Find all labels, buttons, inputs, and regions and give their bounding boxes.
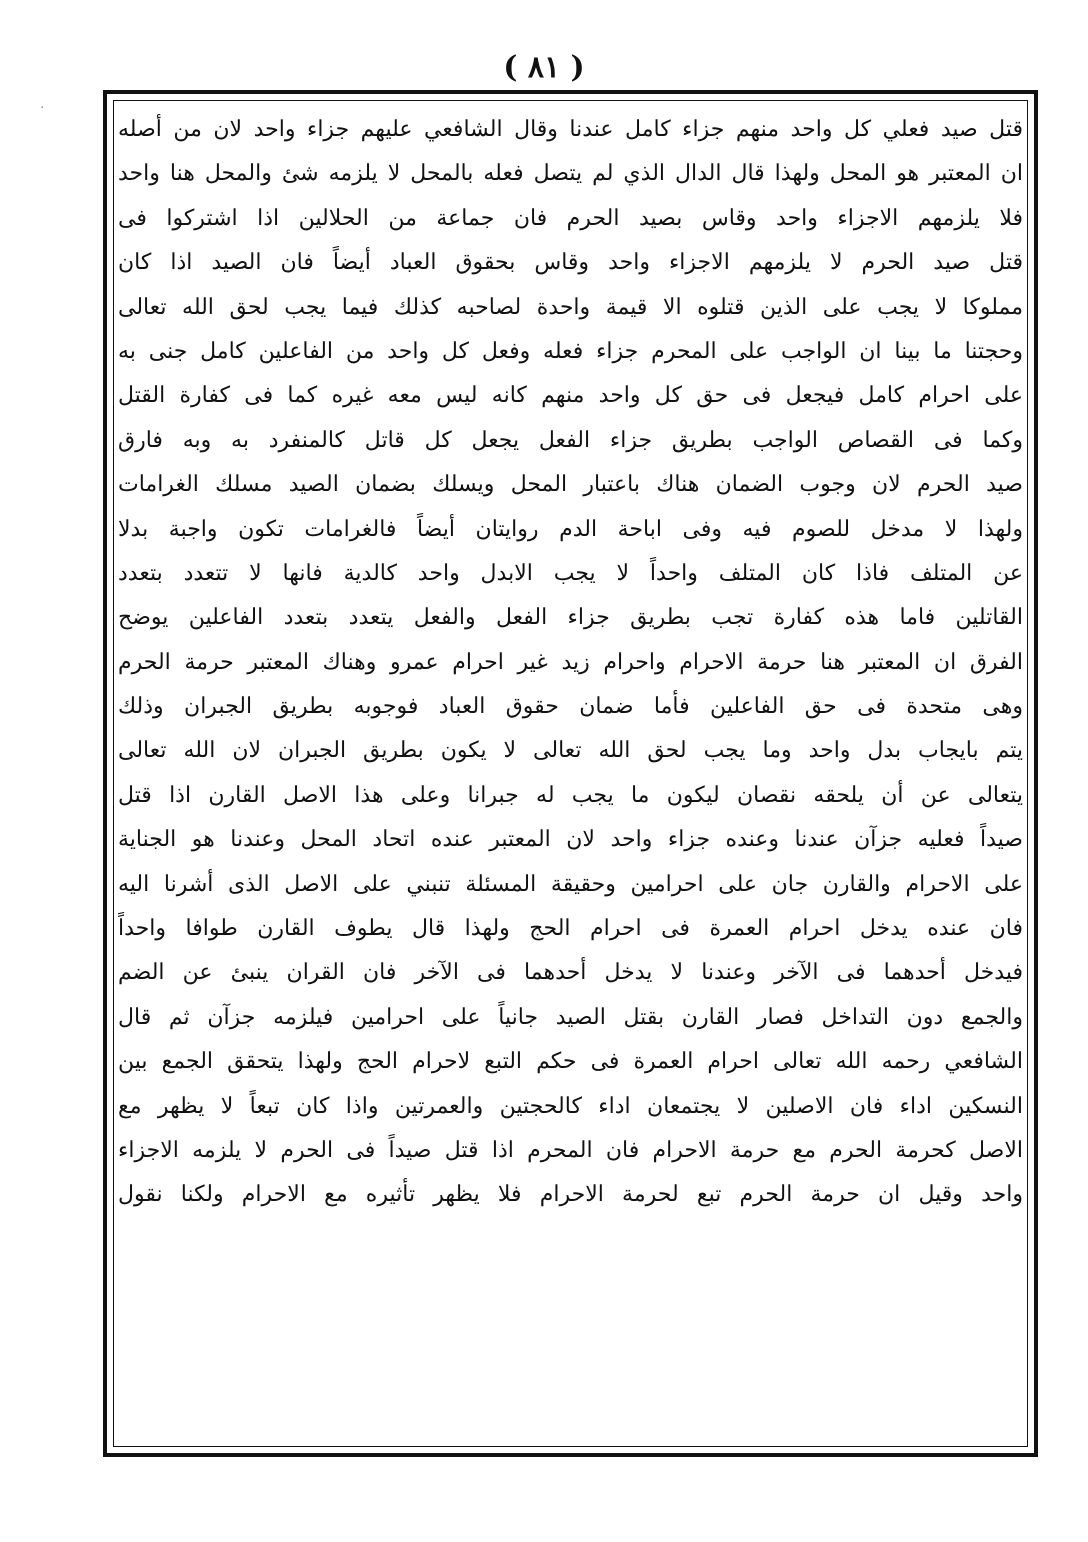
text-line: يتم بايجاب بدل واحد وما يجب لحق الله تعالى لا يكون بطريق الجبران لان الله تعالى bbox=[118, 738, 1023, 764]
scan-speck: · bbox=[40, 100, 45, 116]
text-body bbox=[118, 108, 1023, 1440]
text-line: فلا يلزمهم الاجزاء واحد وقاس بصيد الحرم فان جماعة من الحلالين اذا اشتركوا فى bbox=[118, 205, 1023, 231]
page-number: ( ٨١ ) bbox=[503, 50, 585, 85]
text-line: النسكين اداء فان الاصلين لا يجتمعان اداء كالحجتين والعمرتين واذا كان تبعاً لا يظهر مع bbox=[118, 1093, 1023, 1119]
text-line: فان عنده يدخل احرام العمرة فى احرام الحج ولهذا قال يطوف القارن طوافا واحداً bbox=[118, 916, 1023, 942]
text-line: يتعالى عن أن يلحقه نقصان ليكون ما يجب له جبرانا وعلى هذا الاصل القارن اذا قتل bbox=[118, 782, 1023, 808]
text-line: الاصل كحرمة الحرم مع حرمة الاحرام فان المحرم اذا قتل صيداً فى الحرم لا يلزمه الاجزاء bbox=[118, 1137, 1023, 1163]
text-line: مملوكا لا يجب على الذين قتلوه الا قيمة واحدة لصاحبه كذلك فيما يجب لحق الله تعالى bbox=[118, 294, 1023, 320]
text-line: قتل صيد الحرم لا يلزمهم الاجزاء واحد وقاس بحقوق العباد أيضاً فان الصيد اذا كان bbox=[118, 250, 1023, 276]
text-line: القاتلين فاما هذه كفارة تجب بطريق جزاء الفعل والفعل يتعدد بتعدد الفاعلين يوضح bbox=[118, 605, 1023, 631]
text-line: ولهذا لا مدخل للصوم فيه وفى اباحة الدم روايتان أيضاً فالغرامات تكون واجبة بدلا bbox=[118, 516, 1023, 542]
text-line: صيداً فعليه جزآن عندنا وعنده جزاء واحد لان المعتبر عنده اتحاد المحل وعندنا هو الجناية bbox=[118, 827, 1023, 853]
text-line: الشافعي رحمه الله تعالى احرام العمرة فى حكم التبع لاحرام الحج ولهذا يتحقق الجمع بين bbox=[118, 1049, 1023, 1075]
text-line: عن المتلف فاذا كان المتلف واحداً لا يجب الابدل واحد كالدية فانها لا تتعدد بتعدد bbox=[118, 560, 1023, 586]
text-line: وحجتنا ما بينا ان الواجب على المحرم جزاء فعله وفعل كل واحد من الفاعلين كامل جنى به bbox=[118, 338, 1023, 364]
text-line: فيدخل أحدهما فى الآخر وعندنا لا يدخل أحدهما فى الآخر فان القران ينبئ عن الضم bbox=[118, 960, 1023, 986]
text-line: وكما فى القصاص الواجب بطريق جزاء الفعل يجعل كل قاتل كالمنفرد به وبه فارق bbox=[118, 427, 1023, 453]
text-line: والجمع دون التداخل فصار القارن بقتل الصيد جانياً على احرامين فيلزمه جزآن ثم قال bbox=[118, 1004, 1023, 1030]
text-line: على احرام كامل فيجعل فى حق كل واحد منهم كانه ليس معه غيره كما فى كفارة القتل bbox=[118, 383, 1023, 409]
text-line: وهى متحدة فى حق الفاعلين فأما ضمان حقوق العباد فوجوبه بطريق الجبران وذلك bbox=[118, 694, 1023, 720]
text-line: واحد وقيل ان حرمة الحرم تبع لحرمة الاحرام فلا يظهر تأثيره مع الاحرام ولكنا نقول bbox=[118, 1182, 1023, 1208]
text-line: على الاحرام والقارن جان على احرامين وحقيقة المسئلة تنبني على الاصل الذى أشرنا اليه bbox=[118, 871, 1023, 897]
text-line: ان المعتبر هو المحل ولهذا قال الدال الذي لم يتصل فعله بالمحل لا يلزمه شئ والمحل هنا واحد bbox=[118, 161, 1023, 187]
text-line: قتل صيد فعلي كل واحد منهم جزاء كامل عندنا وقال الشافعي عليهم جزاء واحد لان من أصله bbox=[118, 117, 1023, 142]
text-line: صيد الحرم لان وجوب الضمان هناك باعتبار المحل ويسلك بضمان الصيد مسلك الغرامات bbox=[118, 472, 1023, 498]
text-line: الفرق ان المعتبر هنا حرمة الاحرام واحرام زيد غير احرام عمرو وهناك المعتبر حرمة الحرم bbox=[118, 649, 1023, 675]
